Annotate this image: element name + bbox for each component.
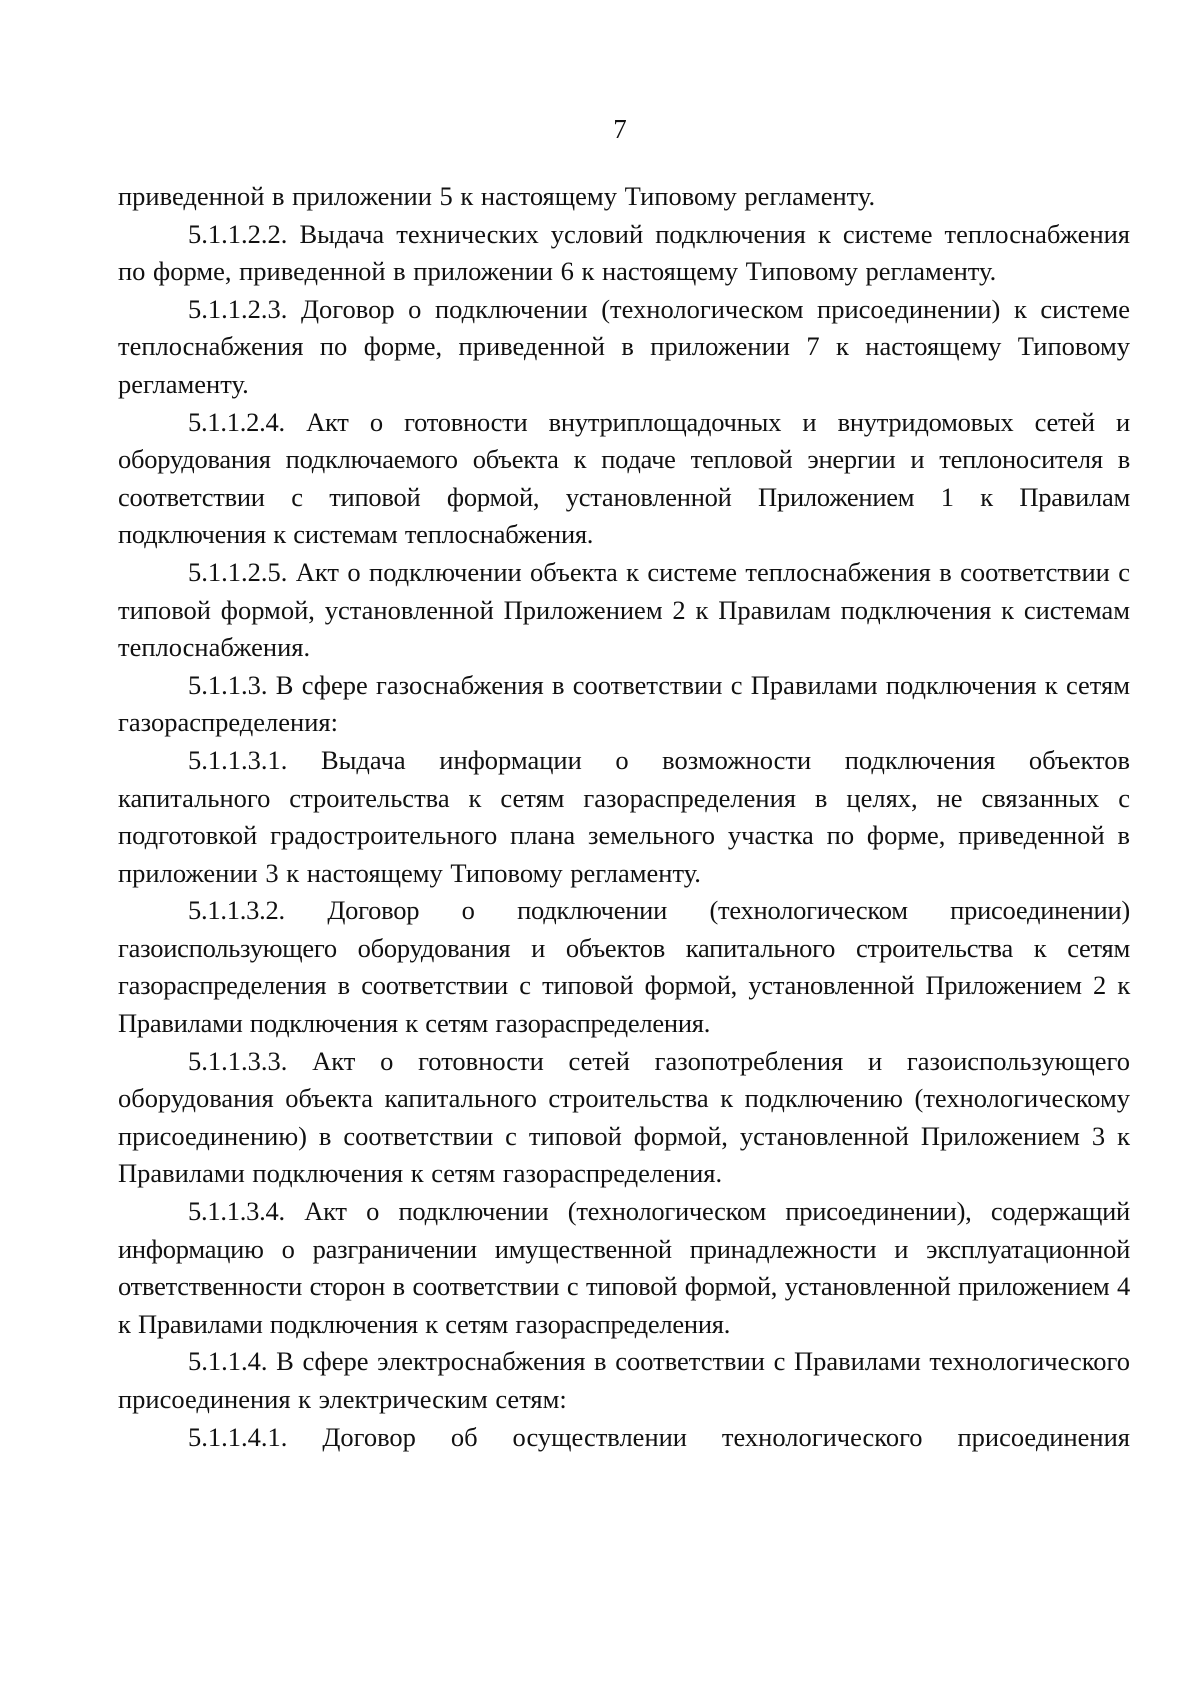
paragraph-5-1-1-3-1: 5.1.1.3.1. Выдача информации о возможности подключения объектов капитального строительства к сетям газораспределения в целях, не связанных с подготовкой градостроительного плана земельного участка по форме, приведенной в приложении 3 к настоящему Типовому регламенту. xyxy=(118,744,1130,888)
paragraph-5-1-1-4: 5.1.1.4. В сфере электроснабжения в соответствии с Правилами технологического присоединения к электрическим сетям: xyxy=(118,1346,1130,1414)
paragraph-5-1-1-2-5: 5.1.1.2.5. Акт о подключении объекта к системе теплоснабжения в соответствии с типовой формой, установленной Приложением 2 к Правилам подключения к системам теплоснабжения. xyxy=(118,556,1130,663)
paragraph-5-1-1-2-3: 5.1.1.2.3. Договор о подключении (технологическом присоединении) к системе теплоснабжения по форме, приведенной в приложении 7 к настоящему Типовому регламенту. xyxy=(118,293,1130,399)
paragraph-5-1-1-3-3: 5.1.1.3.3. Акт о готовности сетей газопотребления и газоиспользующего оборудования объекта капитального строительства к подключению (технологическому присоединению) в соответствии с типовой формой, установленной Приложением 3 к Правилами подключения к сетям газораспределения. xyxy=(118,1045,1130,1189)
paragraph-5-1-1-3: 5.1.1.3. В сфере газоснабжения в соответствии с Правилами подключения к сетям газораспределения: xyxy=(118,669,1130,738)
paragraph-continuation: приведенной в приложении 5 к настоящему Типовому регламенту. xyxy=(118,181,876,211)
page-number: 7 xyxy=(613,114,627,144)
document-body xyxy=(118,178,1130,1456)
paragraph-5-1-1-2-2: 5.1.1.2.2. Выдача технических условий подключения к системе теплоснабжения по форме, приведенной в приложении 6 к настоящему Типовому регламенту. xyxy=(118,218,1130,287)
paragraph-5-1-1-3-4: 5.1.1.3.4. Акт о подключении (технологическом присоединении), содержащий информацию о разграничении имущественной принадлежности и эксплуатационной ответственности сторон в соответствии с типовой формой, установленной приложением 4 к Правилами подключения к сетям газораспределения. xyxy=(118,1196,1130,1339)
paragraph-5-1-1-3-2: 5.1.1.3.2. Договор о подключении (технологическом присоединении) газоиспользующего оборудования и объектов капитального строительства к сетям газораспределения в соответствии с типовой формой, установленной Приложением 2 к Правилами подключения к сетям газораспределения. xyxy=(118,895,1130,1039)
paragraph-5-1-1-2-4: 5.1.1.2.4. Акт о готовности внутриплощадочных и внутридомовых сетей и оборудования подключаемого объекта к подаче тепловой энергии и теплоносителя в соответствии с типовой формой, установленной Приложением 1 к Правилам подключения к системам теплоснабжения. xyxy=(118,406,1130,550)
paragraph-5-1-1-4-1: 5.1.1.4.1. Договор об осуществлении технологического присоединения xyxy=(188,1421,1130,1452)
